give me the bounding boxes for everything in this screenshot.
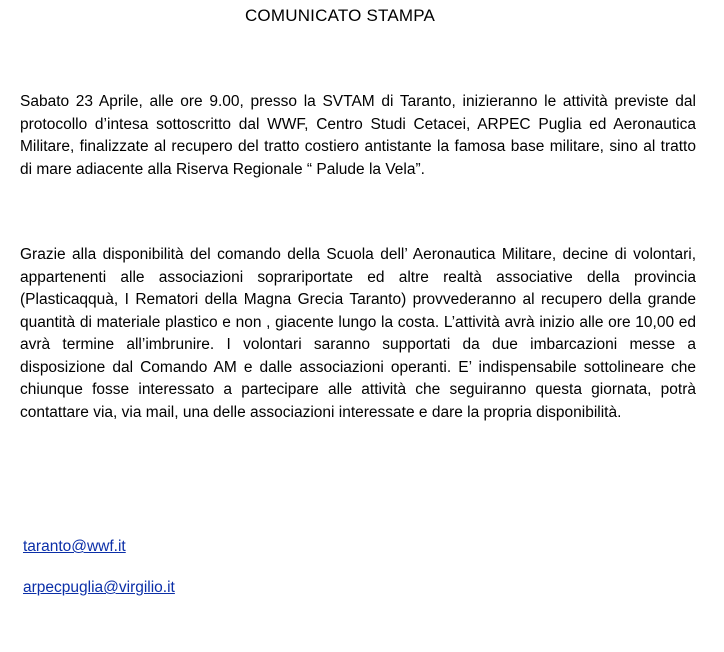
email-link-wwf[interactable]: taranto@wwf.it — [23, 538, 126, 555]
paragraph-announcement: Sabato 23 Aprile, alle ore 9.00, presso la SVTAM di Taranto, inizieranno le attività previste dal protocollo d’intesa sottoscritto dal WWF, Centro Studi Cetacei, ARPEC Puglia ed Aeronautica Militare, finalizzate al recupero del tratto costiero antistante la famosa base militare, sino al tratto di mare adiacente alla Riserva Regionale “ Palude la Vela”. — [20, 93, 696, 178]
email-link-arpec[interactable]: arpecpuglia@virgilio.it — [23, 579, 175, 596]
paragraph-details: Grazie alla disponibilità del comando della Scuola dell’ Aeronautica Militare, decine di volontari, appartenenti alle associazioni soprariportate ed altre realtà associative della provincia (Plasticaqquà, I Rematori della Magna Grecia Taranto) provvederanno al recupero della grande quantità di materiale plastico e non , giacente lungo la costa. L’attività avrà inizio alle ore 10,00 ed avrà termine all’imbrunire. I volontari saranno supportati da due imbarcazioni messe a disposizione dal Comando AM e dalle associazioni operanti. E’ indispensabile sottolineare che chiunque fosse interessato a partecipare alle attività che seguiranno questa giornata, potrà contattare via, via mail, una delle associazioni interessate e dare la propria disponibilità. — [20, 246, 696, 421]
document-title: COMUNICATO STAMPA — [244, 6, 436, 25]
